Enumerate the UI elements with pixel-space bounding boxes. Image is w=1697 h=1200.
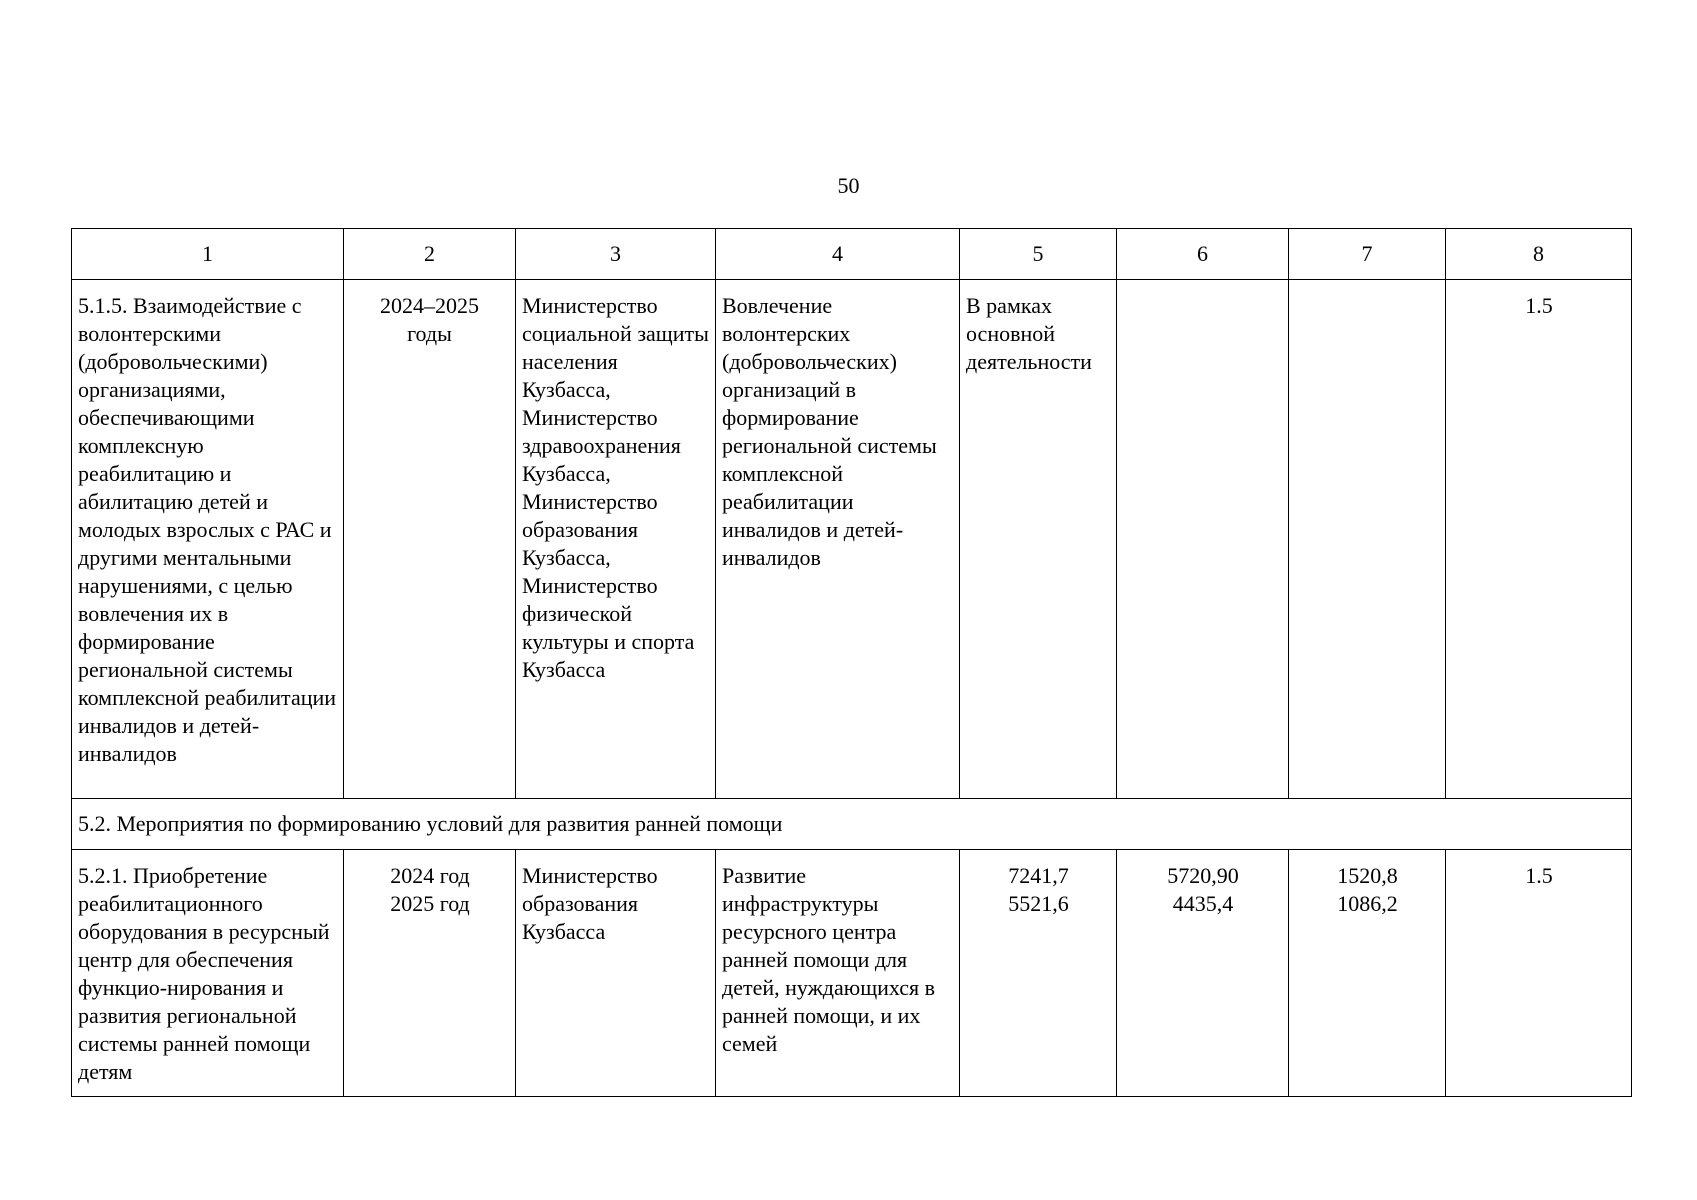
funding-regional-2024: 1520,8 bbox=[1337, 863, 1398, 888]
indicator-cell: 1.5 bbox=[1446, 280, 1632, 799]
funding-total-2025: 5521,6 bbox=[1008, 891, 1069, 916]
section-row-5-2 bbox=[72, 799, 1632, 850]
period-year-1: 2024 год bbox=[390, 863, 470, 888]
funding-federal-2024: 5720,90 bbox=[1167, 863, 1239, 888]
expected-result-cell: Развитие инфраструктуры ресурсного центра ранней помощи для детей, нуждающихся в ранней помощи, и их семей bbox=[716, 850, 960, 1097]
period-year-2: 2025 год bbox=[390, 891, 470, 916]
section-title: 5.2. Мероприятия по формированию условий для развития ранней помощи bbox=[72, 799, 1632, 850]
column-number-3: 3 bbox=[516, 229, 716, 280]
funding-regional-2025: 1086,2 bbox=[1337, 891, 1398, 916]
funding-federal-cell bbox=[1117, 280, 1289, 799]
column-number-8: 8 bbox=[1446, 229, 1632, 280]
funding-regional-cell bbox=[1289, 850, 1446, 1097]
funding-federal-cell bbox=[1117, 850, 1289, 1097]
table-row-5-1-5 bbox=[72, 280, 1632, 799]
funding-total-cell: В рамках основной деятельности bbox=[960, 280, 1117, 799]
page-number: 50 bbox=[837, 173, 860, 198]
executors-cell: Министерство социальной защиты населения Кузбасса, Министерство здравоохранения Кузбасса, Министерство образования Кузбасса, Министерство физической культуры и спорта Кузбасса bbox=[516, 280, 716, 799]
column-number-2: 2 bbox=[344, 229, 516, 280]
funding-federal-2025: 4435,4 bbox=[1172, 891, 1234, 916]
column-number-6: 6 bbox=[1117, 229, 1289, 280]
funding-total-cell bbox=[960, 850, 1117, 1097]
column-number-5: 5 bbox=[960, 229, 1117, 280]
period-cell bbox=[344, 850, 516, 1097]
indicator-cell: 1.5 bbox=[1446, 850, 1632, 1097]
executors-cell: Министерство образования Кузбасса bbox=[516, 850, 716, 1097]
column-number-7: 7 bbox=[1289, 229, 1446, 280]
activity-name-cell: 5.2.1. Приобретение реабилитационного оборудования в ресурсный центр для обеспечения функцио-нирования и развития региональной системы ранней помощи детям bbox=[72, 850, 344, 1097]
table-row-5-2-1 bbox=[72, 850, 1632, 1097]
period-cell: 2024–2025 годы bbox=[344, 280, 516, 799]
column-number-1: 1 bbox=[72, 229, 344, 280]
funding-regional-cell bbox=[1289, 280, 1446, 799]
column-numbers-row bbox=[72, 229, 1632, 280]
expected-result-cell: Вовлечение волонтерских (добровольческих) организаций в формирование региональной системы комплексной реабилитации инвалидов и детей-инвалидов bbox=[716, 280, 960, 799]
activity-name-cell: 5.1.5. Взаимодействие с волонтерскими (добровольческими) организациями, обеспечивающими комплексную реабилитацию и абилитацию детей и молодых взрослых с РАС и другими ментальными нарушениями, с целью вовлечения их в формирование региональной системы комплексной реабилитации инвалидов и детей-инвалидов bbox=[72, 280, 344, 799]
column-number-4: 4 bbox=[716, 229, 960, 280]
funding-total-2024: 7241,7 bbox=[1008, 863, 1069, 888]
activities-table bbox=[71, 228, 1632, 1097]
